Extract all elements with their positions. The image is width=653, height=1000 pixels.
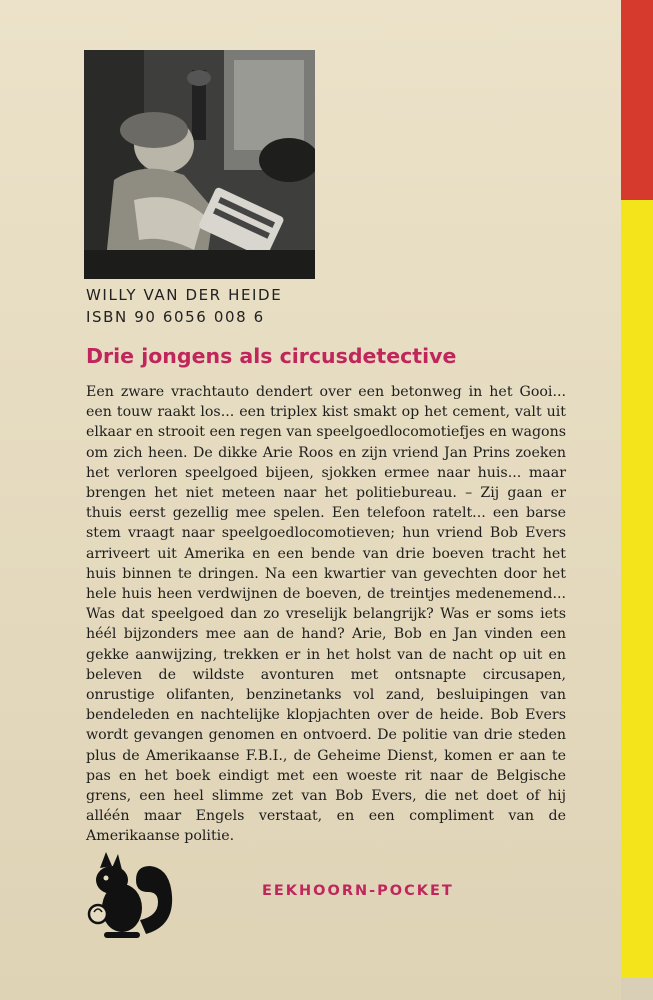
blurb-text: Een zware vrachtauto dendert over een betonweg in het Gooi... een touw raakt los... een triplex kist smakt op het cement, valt uit elkaar en strooit een regen van speelgoedlocomotiefjes en wagons om zich heen. De dikke Arie Roos en zijn vriend Jan Prins zoeken het verloren speelgoed bijeen, sjokken ermee naar huis... maar brengen het niet meteen naar het politiebureau. – Zij gaan er thuis eerst gezellig mee spelen. Een telefoon ratelt... een barse stem vraagt naar speelgoedlocomotieven; hun vriend Bob Evers arriveert uit Amerika en een bende van drie boeven tracht het huis binnen te dringen. Na een kwartier van gevechten door het hele huis heen verdwijnen de boeven, de treintjes medenemend... Was dat speelgoed dan zo vreselijk belangrijk? Was er soms iets héél bijzonders mee aan de hand? Arie, Bob en Jan vinden een gekke aanwijzing, trekken er in het holst van de nacht op uit en beleven de wildste avonturen met ontsnapte circusapen, onrustige olifanten, benzinetanks vol zand, besluipingen van bendeleden en nachtelijke klopjachten over de heide. Bob Evers wordt gevangen genomen en ontvoerd. De politie van drie steden plus de Amerikaanse F.B.I., de Geheime Dienst, komen er aan te pas en het boek eindigt met een woeste rit naar de Belgische grens, een heel slimme zet van Bob Evers, die net doet of hij alléén maar Engels verstaat, en een compliment van de Amerikaanse politie. [86, 384, 566, 845]
publisher-imprint: EEKHOORN-POCKET [262, 883, 454, 899]
red-spine-stripe [621, 0, 653, 200]
book-title: Drie jongens als circusdetective [86, 344, 457, 368]
author-photo [84, 50, 315, 279]
yellow-spine-stripe [621, 200, 653, 978]
isbn-number: ISBN 90 6056 008 6 [86, 308, 265, 326]
spine-bottom-edge [621, 978, 653, 1000]
author-name: WILLY VAN DER HEIDE [86, 286, 283, 304]
squirrel-logo-icon [84, 846, 176, 942]
